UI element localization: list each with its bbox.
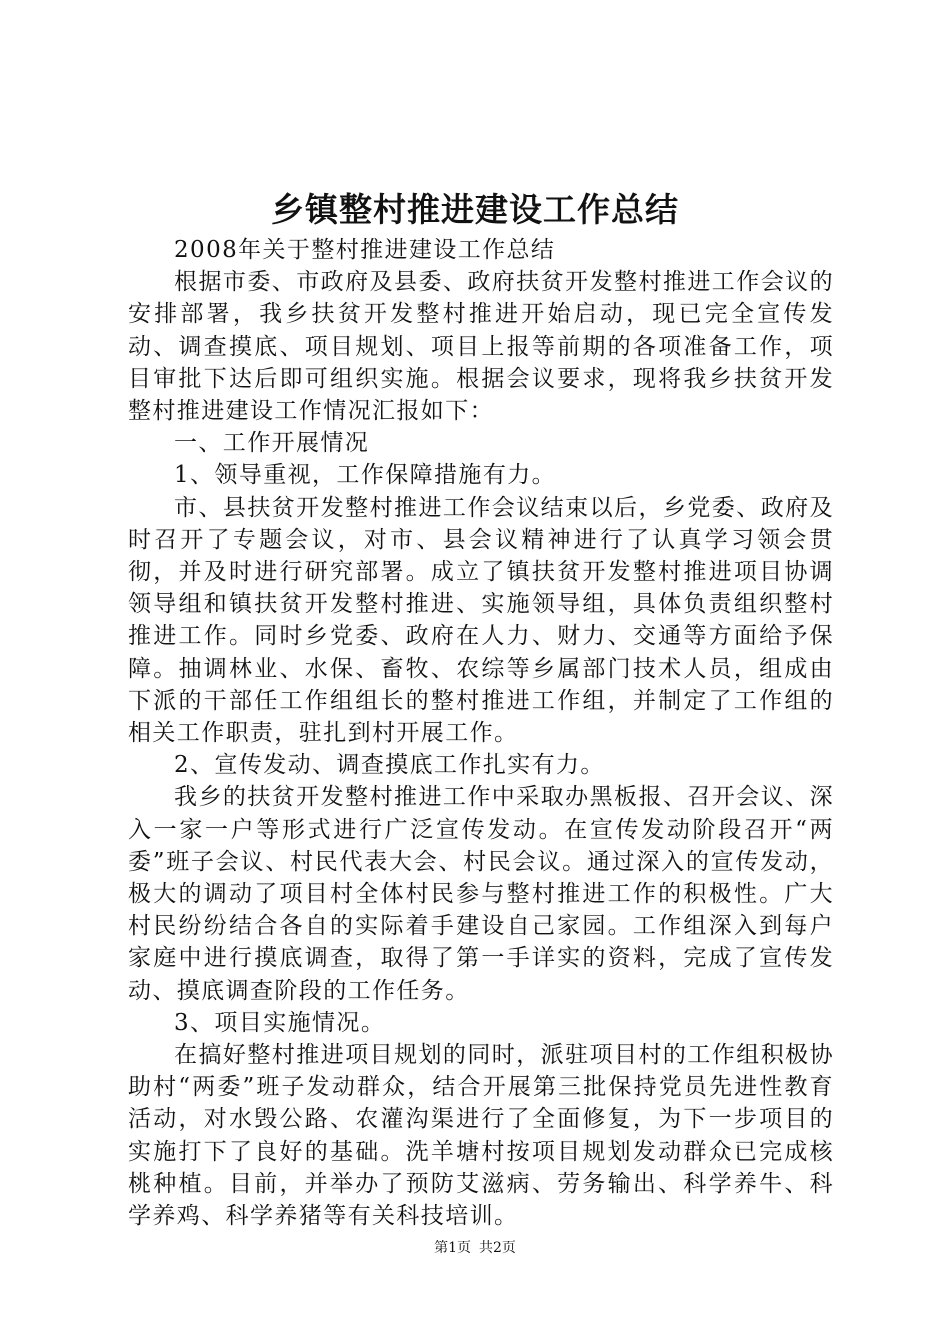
- page-footer: [0, 1238, 950, 1258]
- paragraph-leadership: 市、县扶贫开发整村推进工作会议结束以后，乡党委、政府及时召开了专题会议，对市、县会议精神进行了认真学习领会贯彻，并及时进行研究部署。成立了镇扶贫开发整村推进项目协调领导组和镇扶贫开发整村推进、实施领导组，具体负责组织整村推进工作。同时乡党委、政府在人力、财力、交通等方面给予保障。抽调林业、水保、畜牧、农综等乡属部门技术人员，组成由下派的干部任工作组组长的整村推进工作组，并制定了工作组的相关工作职责，驻扎到村开展工作。: [128, 494, 834, 747]
- document-title: 乡镇整村推进建设工作总结: [271, 190, 679, 229]
- paragraph-intro: 根据市委、市政府及县委、政府扶贫开发整村推进工作会议的安排部署，我乡扶贫开发整村推进开始启动，现已完全宣传发动、调查摸底、项目规划、项目上报等前期的各项准备工作，项目审批下达后即可组织实施。根据会议要求，现将我乡扶贫开发整村推进建设工作情况汇报如下：: [128, 269, 834, 425]
- paragraph-implementation: 在搞好整村推进项目规划的同时，派驻项目村的工作组积极协助村“两委”班子发动群众，结合开展第三批保持党员先进性教育活动，对水毁公路、农灌沟渠进行了全面修复，为下一步项目的实施打下了良好的基础。洗羊塘村按项目规划发动群众已完成核桃种植。目前，并举办了预防艾滋病、劳务输出、科学养牛、科学养鸡、科学养猪等有关科技培训。: [128, 1042, 834, 1230]
- subsection-heading-1: 1、领导重视，工作保障措施有力。: [174, 462, 557, 489]
- section-heading-1: 一、工作开展情况: [174, 430, 370, 457]
- page-total: 共2页: [479, 1240, 516, 1256]
- subsection-heading-3: 3、项目实施情况。: [174, 1009, 386, 1036]
- paragraph-publicity: 我乡的扶贫开发整村推进工作中采取办黑板报、召开会议、深入一家一户等形式进行广泛宣传发动。在宣传发动阶段召开“两委”班子会议、村民代表大会、村民会议。通过深入的宣传发动，极大的调动了项目村全体村民参与整村推进工作的积极性。广大村民纷纷结合各自的实际着手建设自己家园。工作组深入到每户家庭中进行摸底调查，取得了第一手详实的资料，完成了宣传发动、摸底调查阶段的工作任务。: [128, 784, 834, 1004]
- page-number: 第1页: [434, 1240, 471, 1256]
- document-body: [128, 234, 834, 1232]
- paragraph-subtitle: 2008年关于整村推进建设工作总结: [174, 237, 556, 263]
- subsection-heading-2: 2、宣传发动、调查摸底工作扎实有力。: [174, 752, 605, 779]
